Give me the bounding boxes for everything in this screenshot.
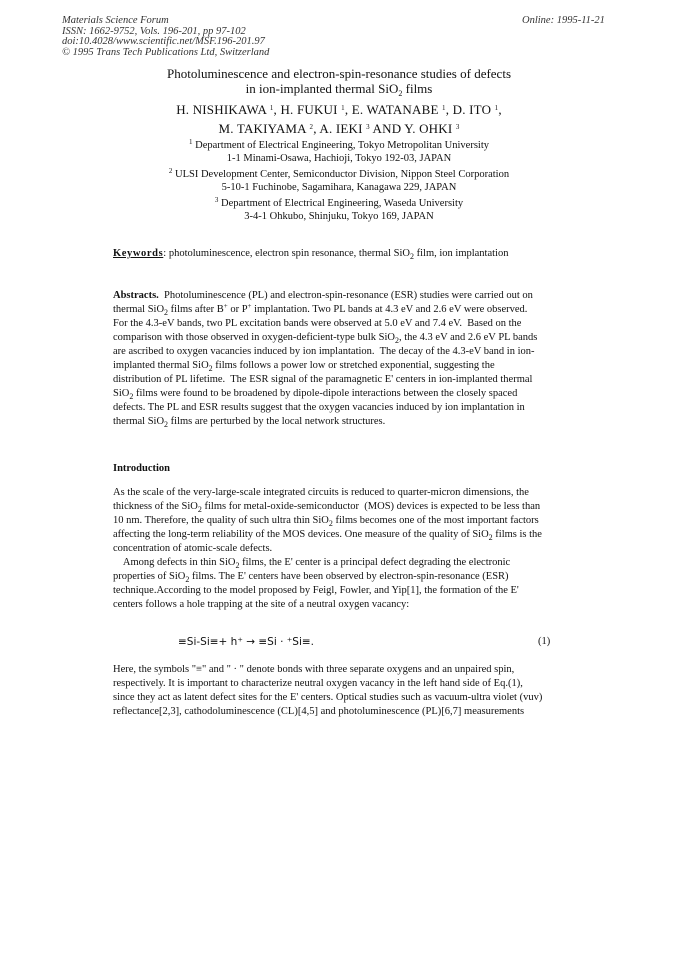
text-run: implantation. Two PL bands at 4.3 eV and 2.6 eV were observed.: [251, 304, 528, 315]
abstract-label: Abstracts.: [113, 290, 159, 301]
journal-doi: doi:10.4028/www.scientific.net/MSF.196-201.97: [62, 36, 265, 47]
text-line: [113, 303, 553, 317]
affiliation-3-line-1: [0, 197, 678, 210]
author-name: A. IEKI: [319, 121, 367, 136]
author-separator: ,: [445, 102, 453, 117]
author-name: H. FUKUI: [280, 102, 342, 117]
journal-issn: ISSN: 1662-9752, Vols. 196-201, pp 97-102: [62, 25, 246, 37]
text-line: [113, 556, 553, 570]
affiliation-marker: 2: [309, 123, 314, 131]
affiliation-marker: 1: [494, 104, 499, 112]
text-line: [113, 373, 553, 387]
text-run: respectively. It is important to characterize neutral oxygen vacancy in the left hand side of Eq.(1),: [113, 678, 523, 689]
text-run: thermal SiO: [113, 416, 165, 427]
text-run: SiO: [113, 388, 130, 399]
text-run: Here, the symbols "≡" and " · " denote bonds with three separate oxygens and an unpaired spin,: [113, 664, 515, 675]
affiliation-3: [0, 197, 678, 223]
text-run: As the scale of the very-large-scale integrated circuits is reduced to quarter-micron dimensions, the: [113, 487, 529, 498]
title-text-end: films: [402, 81, 433, 96]
section-heading-introduction: Introduction: [113, 463, 170, 474]
text-line: [113, 359, 553, 373]
text-run: Among defects in thin SiO: [113, 557, 236, 568]
affiliation-2-line-2: 5-10-1 Fuchinobe, Sagamihara, Kanagawa 229, JAPAN: [221, 182, 457, 193]
affiliation-text: ULSI Development Center, Semiconductor Division, Nippon Steel Corporation: [172, 169, 510, 180]
text-line: [113, 331, 553, 345]
title-text: in ion-implanted thermal SiO: [245, 81, 399, 96]
text-line: [113, 317, 553, 331]
text-run: implanted thermal SiO: [113, 360, 209, 371]
author-name: Y. OHKI: [404, 121, 456, 136]
equation-number: (1): [538, 636, 551, 647]
text-line: [113, 514, 553, 528]
affiliation-marker: 2: [168, 167, 173, 175]
author-name: M. TAKIYAMA: [218, 121, 310, 136]
affiliation-marker: 1: [269, 104, 274, 112]
paper-title-line-2: [0, 81, 678, 96]
abstract: [113, 289, 553, 429]
author-name: H. NISHIKAWA: [176, 102, 270, 117]
author-separator: ,: [273, 102, 281, 117]
keywords-text: : photoluminescence, electron spin resonance, thermal SiO: [163, 248, 410, 259]
text-run: films, the E' center is a principal defect degrading the electronic: [239, 557, 511, 568]
text-line: [113, 705, 553, 719]
affiliation-1: [0, 139, 678, 165]
journal-name: Materials Science Forum: [62, 15, 169, 26]
text-run: are ascribed to oxygen vacancies induced by ion implantation. The decay of the 4.3-eV band in ion-: [113, 346, 535, 357]
text-run: Photoluminescence (PL) and electron-spin-resonance (ESR) studies were carried out on: [158, 290, 533, 301]
text-run: comparison with those observed in oxygen-deficient-type bulk SiO: [113, 332, 395, 343]
paper-title: [0, 66, 678, 96]
text-run: technique.According to the model proposed by Feigl, Fowler, and Yip[1], the formation of the E': [113, 585, 519, 596]
text-run: , the 4.3 eV and 2.6 eV PL bands: [398, 332, 538, 343]
affiliation-3-line-2: 3-4-1 Ohkubo, Shinjuku, Tokyo 169, JAPAN: [244, 211, 434, 222]
text-run: films after B: [168, 304, 224, 315]
author-name: E. WATANABE: [351, 102, 443, 117]
text-line: [113, 677, 553, 691]
text-run: or P: [227, 304, 248, 315]
affiliation-2-line-1: [0, 168, 678, 181]
subscript: 2: [164, 420, 169, 429]
affiliation-marker: 1: [442, 104, 446, 112]
author-separator: ,: [498, 102, 502, 117]
text-run: films for metal-oxide-semiconductor (MOS) devices is expected to be less than: [201, 501, 541, 512]
introduction-paragraph-2: [113, 663, 553, 719]
text-line: [113, 486, 553, 500]
text-line: [113, 415, 553, 429]
text-line: [113, 387, 553, 401]
text-line: [113, 528, 553, 542]
subscript: 2: [235, 561, 240, 570]
text-line: [113, 500, 553, 514]
text-line: [113, 289, 553, 303]
text-run: films are perturbed by the local network structures.: [168, 416, 386, 427]
introduction-paragraph-1: [113, 486, 553, 612]
text-run: distribution of PL lifetime. The ESR signal of the paramagnetic E' centers in ion-implanted thermal: [113, 374, 533, 385]
text-run: films follows a power low or stretched exponential, suggesting the: [212, 360, 495, 371]
subscript: 2: [129, 392, 134, 401]
journal-citation-block: [62, 16, 269, 58]
keywords-text-end: film, ion implantation: [413, 248, 509, 259]
affiliation-1-line-2: 1-1 Minami-Osawa, Hachioji, Tokyo 192-03, JAPAN: [226, 153, 452, 164]
text-run: thickness of the SiO: [113, 501, 198, 512]
affiliation-marker: 1: [189, 138, 193, 146]
text-line: [113, 570, 553, 584]
text-run: films were found to be broadened by dipole-dipole interactions between the closely spaced: [133, 388, 518, 399]
text-run: reflectance[2,3], cathodoluminescence (CL)[4,5] and photoluminescence (PL)[6,7] measurements: [113, 706, 525, 717]
author-list: [0, 100, 678, 138]
affiliation-text: Department of Electrical Engineering, Tokyo Metropolitan University: [192, 140, 489, 151]
affiliation-text: Department of Electrical Engineering, Waseda University: [218, 198, 464, 209]
text-line: [113, 345, 553, 359]
text-run: centers follows a hole trapping at the site of a neutral oxygen vacancy:: [113, 599, 410, 610]
author-name: D. ITO: [452, 102, 495, 117]
text-run: 10 nm. Therefore, the quality of such ultra thin SiO: [113, 515, 329, 526]
text-line: [113, 584, 553, 598]
equation-1: ≡Si-Si≡+ h⁺ → ≡Si · ⁺Si≡.: [178, 636, 315, 648]
superscript: +: [223, 302, 228, 310]
affiliation-marker: 1: [341, 104, 345, 112]
author-separator: AND: [369, 121, 405, 136]
affiliation-1-line-1: [0, 139, 678, 152]
subscript: 2: [328, 519, 333, 528]
subscript: 2: [197, 505, 202, 514]
keywords: [113, 247, 553, 261]
text-line: [113, 401, 553, 415]
text-line: [113, 663, 553, 677]
text-run: thermal SiO: [113, 304, 165, 315]
author-separator: ,: [344, 102, 352, 117]
affiliation-marker: 3: [366, 123, 370, 131]
paper-title-line-1: Photoluminescence and electron-spin-resonance studies of defects: [166, 66, 512, 81]
affiliation-marker: 3: [214, 196, 219, 204]
subscript: 2: [488, 533, 493, 542]
text-run: since they act as latent defect sites for the E' centers. Optical studies such as vacuum-ultra violet (vuv): [113, 692, 543, 703]
journal-copyright: © 1995 Trans Tech Publications Ltd, Switzerland: [62, 46, 270, 58]
text-line: [113, 691, 553, 705]
superscript: +: [247, 302, 252, 310]
text-line: [113, 598, 553, 612]
text-run: films becomes one of the most important factors: [332, 515, 539, 526]
online-date: Online: 1995-11-21: [522, 15, 605, 26]
text-run: affecting the long-term reliability of the MOS devices. One measure of the quality of SiO: [113, 529, 489, 540]
text-run: concentration of atomic-scale defects.: [113, 543, 273, 554]
keywords-label: Keywords: [113, 248, 164, 259]
author-line-2: [0, 119, 678, 138]
author-separator: ,: [313, 121, 320, 136]
title-subscript: 2: [398, 89, 403, 98]
text-run: films is the: [492, 529, 542, 540]
text-run: For the 4.3-eV bands, two PL excitation bands were observed at 5.0 eV and 7.4 eV. Based on the: [113, 318, 522, 329]
text-run: films. The E' centers have been observed by electron-spin-resonance (ESR): [189, 571, 509, 582]
text-line: [113, 542, 553, 556]
subscript: 2: [185, 575, 190, 584]
author-line-1: [0, 100, 678, 119]
keywords-line: [113, 247, 553, 261]
affiliations: [0, 139, 678, 223]
affiliation-marker: 3: [455, 123, 460, 131]
text-run: defects. The PL and ESR results suggest that the oxygen vacancies induced by ion implantation in: [113, 402, 525, 413]
subscript: 2: [208, 364, 213, 373]
keywords-subscript: 2: [409, 252, 414, 261]
subscript: 2: [394, 336, 399, 345]
subscript: 2: [164, 308, 169, 317]
text-run: properties of SiO: [113, 571, 186, 582]
affiliation-2: [0, 168, 678, 194]
